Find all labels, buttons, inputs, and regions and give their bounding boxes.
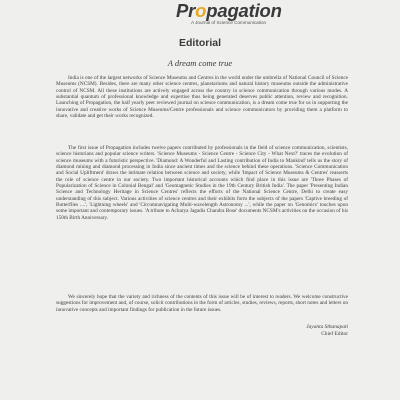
logo-suffix: pagation [206,0,282,21]
editor-signature-block [306,324,348,338]
logo-accent-letter: o [195,0,207,21]
masthead [176,1,296,25]
journal-tagline: A Journal of Science Communication [191,20,267,25]
editorial-paragraph-3: We sincerely hope that the variety and richness of the contents of this issue will be of interest to readers. We welcome constructive suggestions for improvement and, of course, solicit contributions in the form of articles, studies, reviews, reports, short notes and letters on innovative concepts and important findings for publication in the future issues. [56,294,348,313]
journal-logo [176,1,282,21]
editorial-paragraph-2: The first issue of Propagation includes twelve papers contributed by professionals in the field of science communication, scientists, science historians and popular science writers. 'Science Museums - Science Centre - Science City - What Next?' traces the evolution of science museums with a futuristic perspective. 'Diamond: A Wonderful and Lasting contribution of India to Mankind' tells us the story of diamond mining and diamond processing in India since ancient times and the science behind these operations. 'Science Communication and Social Upliftment' draws the intimate relation between science and society, while 'Impact of Science Museums & Centres' reasserts the role of science centre in our society. Two important historical accounts which find place in this issue are 'Three Phases of Popularization of Science in Colonial Bengal' and 'Geomagnetic Studies in the 19th Century British India'. The paper 'Presenting Indian Science and Technology Heritage in Science Centres' reflects the efforts of the National Science Centre, Delhi to create easy understanding of this subject. Various activities of science centres and their exhibits form the subjects of the papers 'Captive breeding of Butterflies ....', 'Lightning wheels' and 'Circumnavigating Multi-wavelength Astronomy ...', while the paper on 'Genomics' touches upon some important and contemporary issues. 'A tribute to Acharya Jagadis Chandra Bose' documents NCSM's activities on the occasion of his 150th Birth Anniversary. [56,145,348,221]
logo-prefix: Pr [176,0,196,21]
editorial-paragraph-1: India is one of the largest networks of Science Museums and Centres in the world under the umbrella of National Council of Science Museums (NCSM). Besides, there are many other science centres, planetariums and natural history museums outside the administrative control of NCSM. All these institutions are actively engaged across the country in science communication through various modes. A substantial quantum of professional knowledge and expertise thus being generated deserves public attention, review and recognition. Launching of Propagation, the half yearly peer reviewed journal on science communication, is a dream come true for us in supporting the innovative and creative works of Science Museums/Centre professionals and science communicators by providing them a platform to share, validate and get their works recognized. [56,75,348,120]
page-subtitle: A dream come true [167,58,233,68]
editor-role: Chief Editor [321,331,348,337]
editor-name: Jayanta Sthanapati [306,324,348,330]
page-title: Editorial [178,37,221,49]
